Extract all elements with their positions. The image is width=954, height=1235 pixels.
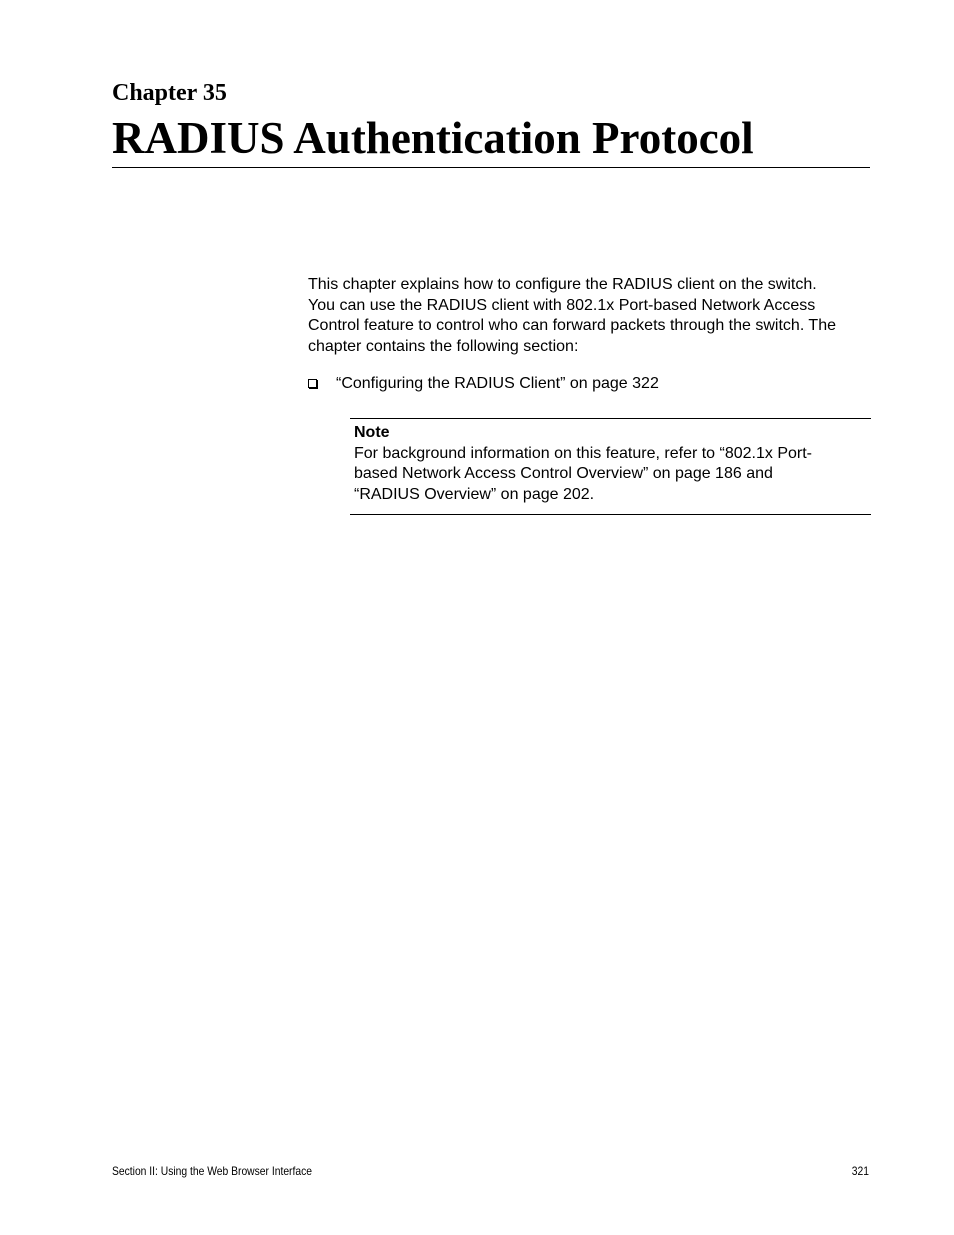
chapter-title: RADIUS Authentication Protocol [112,113,754,163]
chapter-label: Chapter 35 [112,80,227,106]
intro-paragraph [308,275,874,357]
intro-line: Control feature to control who can forward packets through the switch. The [308,317,836,334]
note-line: For background information on this feature, refer to “802.1x Port- [354,444,813,462]
section-link[interactable]: “Configuring the RADIUS Client” on page 322 [336,375,659,392]
checkbox-bullet-icon [308,379,317,388]
note-heading: Note [354,424,390,441]
note-line: “RADIUS Overview” on page 202. [354,485,595,503]
intro-line: This chapter explains how to configure the RADIUS client on the switch. [308,276,817,293]
intro-line: chapter contains the following section: [308,337,579,355]
title-divider [112,167,870,168]
intro-line: You can use the RADIUS client with 802.1x Port-based Network Access [308,296,816,314]
note-box [350,418,871,515]
footer-section-title: Section II: Using the Web Browser Interface [112,1164,313,1178]
note-line: based Network Access Control Overview” on page 186 and [354,465,773,482]
footer-page-number: 321 [851,1164,869,1178]
